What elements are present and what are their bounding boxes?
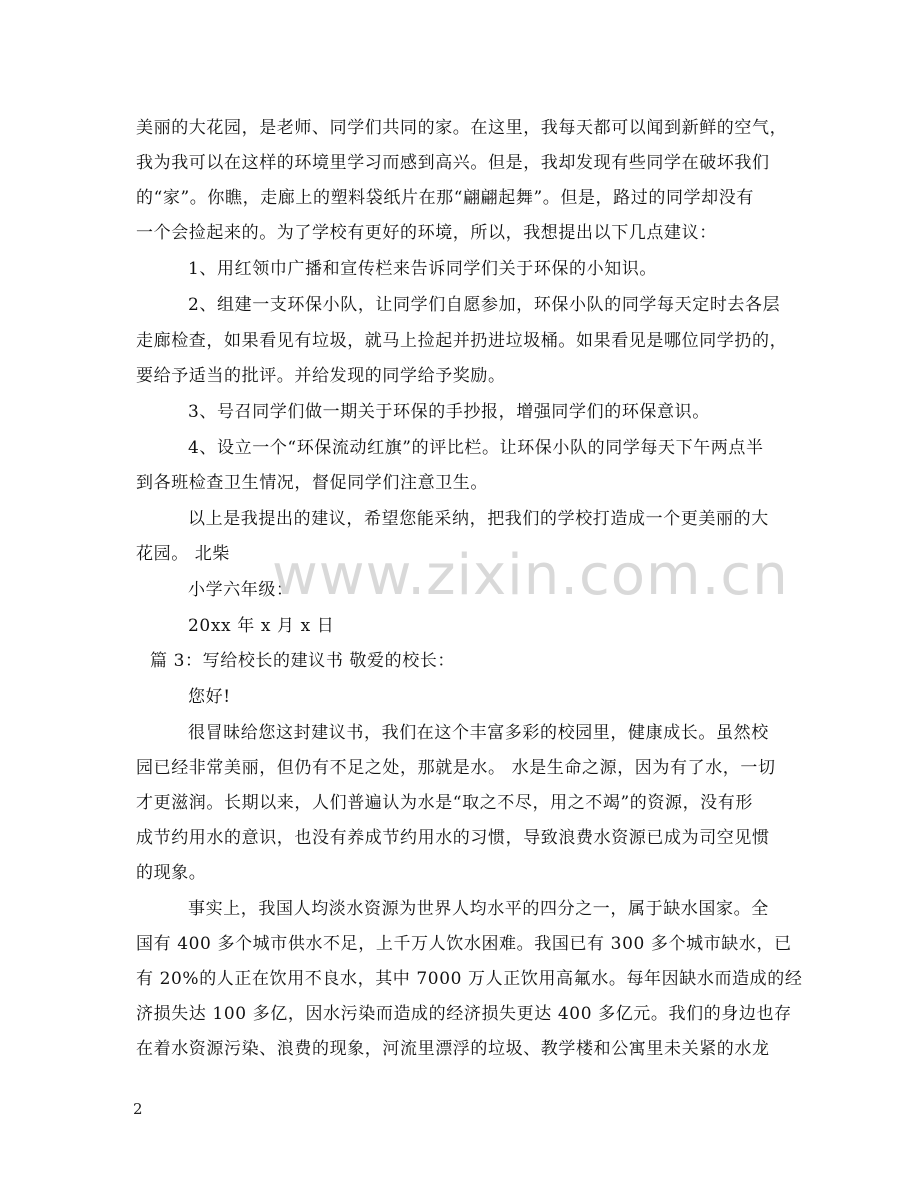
text-line: 3、号召同学们做一期关于环保的手抄报，增强同学们的环保意识。 [188, 402, 710, 422]
text-line: 的现象。 [136, 863, 207, 883]
text-line: 的“家”。你瞧，走廊上的塑料袋纸片在那“翩翩起舞”。但是，路过的同学却没有 [136, 188, 754, 208]
text-line: 有 20%的人正在饮用不良水，其中 7000 万人正饮用高氟水。每年因缺水而造成的经 [136, 969, 803, 989]
text-line: 国有 400 多个城市供水不足，上千万人饮水困难。我国已有 300 多个城市缺水，已 [136, 934, 792, 954]
watermark: www.zixin.com.cn [272, 543, 789, 608]
text-line: 以上是我提出的建议，希望您能采纳，把我们的学校打造成一个更美丽的大 [188, 509, 769, 529]
text-line: 成节约用水的意识，也没有养成节约用水的习惯，导致浪费水资源已成为司空见惯 [136, 828, 770, 848]
text-line: 很冒昧给您这封建议书，我们在这个丰富多彩的校园里，健康成长。虽然校 [188, 723, 769, 743]
greeting-line: 您好! [188, 687, 231, 707]
text-line: 在着水资源污染、浪费的现象，河流里漂浮的垃圾、教学楼和公寓里未关紧的水龙 [136, 1039, 770, 1059]
text-line: 走廊检查，如果看见有垃圾，就马上捡起并扔进垃圾桶。如果看见是哪位同学扔的， [136, 331, 788, 351]
text-line: 园已经非常美丽，但仍有不足之处，那就是水。 水是生命之源，因为有了水，一切 [136, 758, 776, 778]
text-line: 济损失达 100 多亿，因水污染而造成的经济损失更达 400 多亿元。我们的身边也存 [136, 1004, 792, 1024]
date-line: 20xx 年 x 月 x 日 [188, 616, 335, 636]
text-line: 要给予适当的批评。并给发现的同学给予奖励。 [136, 366, 506, 386]
text-line: 到各班检查卫生情况，督促同学们注意卫生。 [136, 473, 488, 493]
text-line: 4、设立一个“环保流动红旗”的评比栏。让环保小队的同学每天下午两点半 [188, 438, 764, 458]
section-heading: 篇 3：写给校长的建议书 敬爱的校长： [150, 651, 456, 671]
text-line: 小学六年级： [188, 580, 294, 600]
text-line: 花园。 北柴 [136, 544, 231, 564]
text-line: 1、用红领巾广播和宣传栏来告诉同学们关于环保的小知识。 [188, 259, 658, 279]
text-line: 美丽的大花园，是老师、同学们共同的家。在这里，我每天都可以闻到新鲜的空气， [136, 118, 788, 138]
page-number: 2 [133, 1100, 143, 1118]
text-line: 我为我可以在这样的环境里学习而感到高兴。但是，我却发现有些同学在破坏我们 [136, 153, 770, 173]
text-line: 才更滋润。长期以来，人们普遍认为水是“取之不尽，用之不竭”的资源，没有形 [136, 793, 753, 813]
text-line: 2、组建一支环保小队，让同学们自愿参加，环保小队的同学每天定时去各层 [188, 295, 781, 315]
text-line: 事实上，我国人均淡水资源为世界人均水平的四分之一，属于缺水国家。全 [188, 899, 769, 919]
text-line: 一个会捡起来的。为了学校有更好的环境，所以，我想提出以下几点建议： [136, 223, 717, 243]
